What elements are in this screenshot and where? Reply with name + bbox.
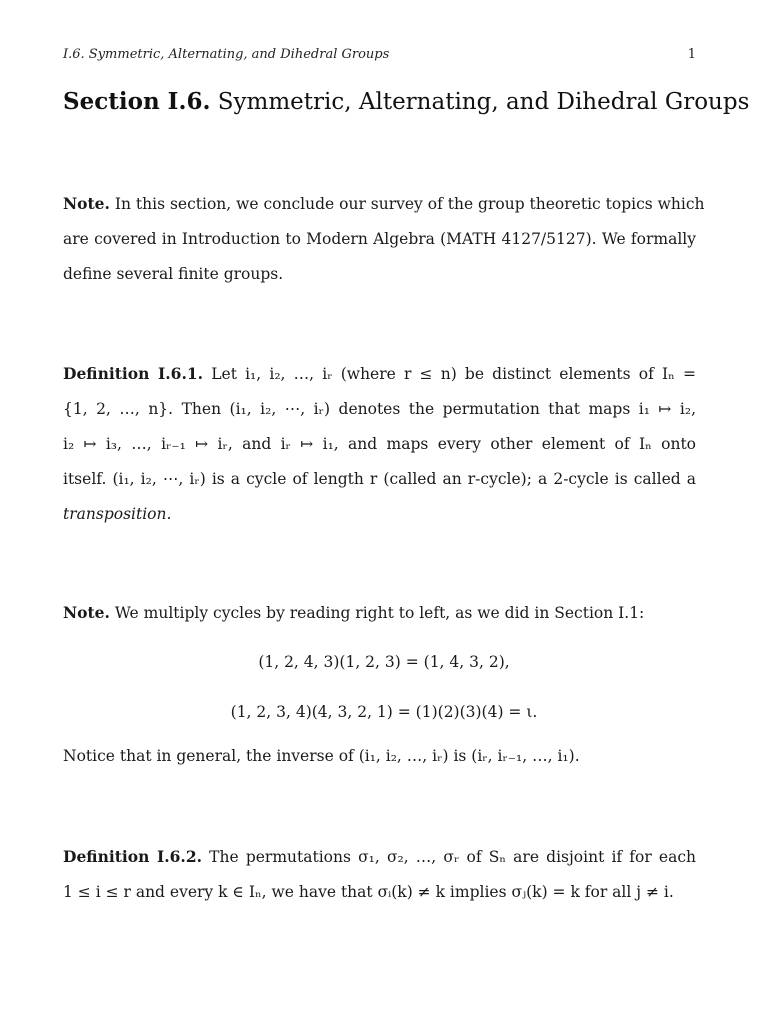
section-label: Section I.6. [63, 88, 211, 115]
note-paragraph-2 [63, 595, 696, 631]
definition-1 [63, 356, 696, 532]
def1-line-1-text: Let i₁, i₂, …, iᵣ (where r ≤ n) be distinct elements of Iₙ = [211, 365, 697, 383]
def1-label: Definition I.6.1. [63, 364, 204, 383]
running-head: I.6. Symmetric, Alternating, and Dihedral Groups [63, 47, 390, 62]
equation-1: (1, 2, 4, 3)(1, 2, 3) = (1, 4, 3, 2), [258, 653, 510, 671]
def1-line-5 [63, 497, 696, 532]
def2-line-1 [63, 839, 696, 875]
def1-line-3: i₂ ↦ i₃, …, iᵣ₋₁ ↦ iᵣ, and iᵣ ↦ i₁, and maps every other element of Iₙ onto [63, 435, 696, 453]
note-paragraph-1 [63, 186, 705, 292]
def1-line-2: {1, 2, …, n}. Then (i₁, i₂, ⋯, iᵣ) denotes the permutation that maps i₁ ↦ i₂, [63, 400, 696, 418]
def2-label: Definition I.6.2. [63, 847, 203, 866]
note1-line-2: are covered in Introduction to Modern Algebra (MATH 4127/5127). We formally [63, 230, 696, 248]
section-title-text: Symmetric, Alternating, and Dihedral Groups [217, 89, 750, 115]
section-title [63, 88, 749, 115]
equation-2: (1, 2, 3, 4)(4, 3, 2, 1) = (1)(2)(3)(4) = ι. [230, 703, 538, 721]
note2-intro-line [63, 595, 696, 631]
note2-closing-line: Notice that in general, the inverse of (i₁, i₂, …, iᵣ) is (iᵣ, iᵣ₋₁, …, i₁). [63, 747, 580, 765]
note1-line-1 [63, 186, 705, 222]
note1-line-1-text: In this section, we conclude our survey of the group theoretic topics which [114, 195, 705, 213]
note1-label: Note. [63, 194, 110, 213]
def1-line-5-text: transposition. [63, 505, 172, 523]
note2-intro-text: We multiply cycles by reading right to left, as we did in Section I.1: [114, 604, 645, 622]
def1-line-1 [63, 356, 696, 392]
page-number: 1 [687, 47, 696, 62]
def2-line-2: 1 ≤ i ≤ r and every k ∈ Iₙ, we have that σᵢ(k) ≠ k implies σⱼ(k) = k for all j ≠ i. [63, 883, 674, 901]
note2-closing [63, 739, 696, 774]
note2-label: Note. [63, 603, 110, 622]
def2-line-1-text: The permutations σ₁, σ₂, …, σᵣ of Sₙ are disjoint if for each [209, 848, 696, 866]
definition-2 [63, 839, 696, 910]
note1-line-3: define several finite groups. [63, 265, 284, 283]
def1-line-4: itself. (i₁, i₂, ⋯, iᵣ) is a cycle of length r (called an r-cycle); a 2-cycle is called a [63, 470, 696, 488]
